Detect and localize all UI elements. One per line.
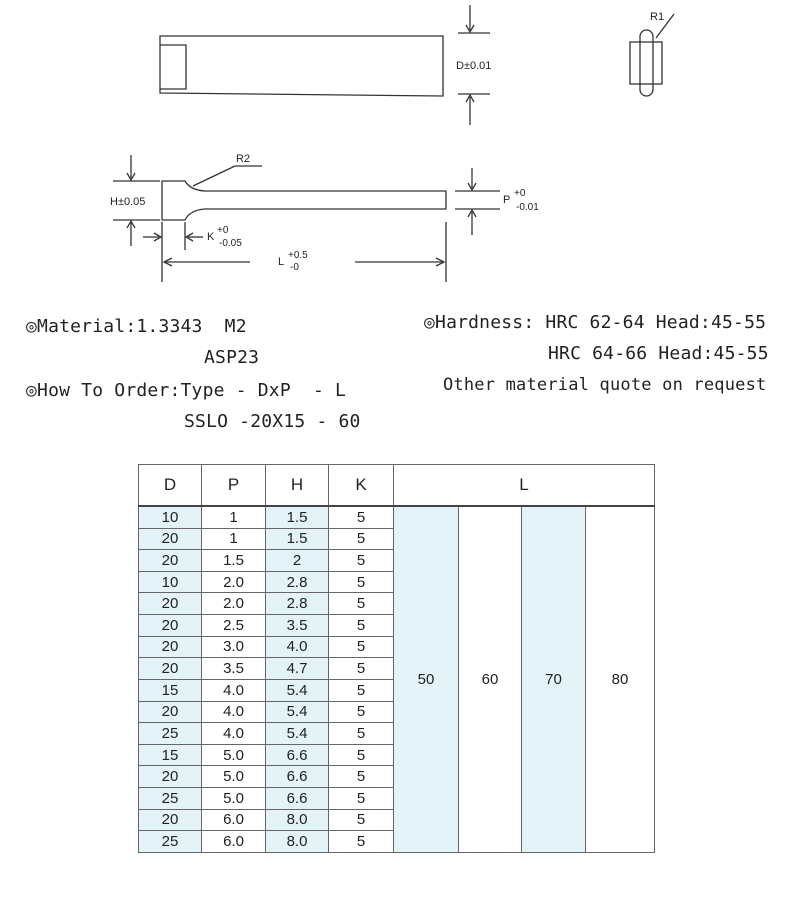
- cell-l-value: 50: [394, 506, 459, 853]
- cell-l-value: 70: [522, 506, 586, 853]
- cell-p: 3.5: [202, 658, 266, 680]
- side-view-outline: [162, 181, 446, 220]
- cell-h: 2.8: [266, 571, 329, 593]
- cell-d: 20: [139, 701, 202, 723]
- cell-p: 3.0: [202, 636, 266, 658]
- cell-h: 1.5: [266, 506, 329, 528]
- top-view-head: [160, 45, 186, 89]
- cell-h: 2: [266, 550, 329, 572]
- header-l: L: [394, 465, 655, 507]
- cell-p: 2.0: [202, 571, 266, 593]
- end-view-body: [630, 42, 662, 84]
- technical-drawing: [0, 0, 800, 300]
- cell-p: 4.0: [202, 723, 266, 745]
- cell-h: 6.6: [266, 787, 329, 809]
- l-tol-lower: -0: [290, 262, 299, 273]
- cell-d: 20: [139, 658, 202, 680]
- cell-p: 2.0: [202, 593, 266, 615]
- cell-d: 10: [139, 571, 202, 593]
- cell-l-value: 80: [586, 506, 655, 853]
- cell-k: 5: [329, 701, 394, 723]
- cell-h: 4.0: [266, 636, 329, 658]
- k-label: K: [207, 231, 215, 243]
- material-line-2: ASP23: [204, 347, 260, 368]
- cell-d: 20: [139, 809, 202, 831]
- cell-d: 10: [139, 506, 202, 528]
- cell-h: 6.6: [266, 766, 329, 788]
- cell-h: 8.0: [266, 809, 329, 831]
- header-k: K: [329, 465, 394, 507]
- cell-p: 5.0: [202, 766, 266, 788]
- how-to-order-line: ◎How To Order:Type - DxP - L: [26, 380, 347, 401]
- cell-d: 20: [139, 636, 202, 658]
- cell-p: 6.0: [202, 831, 266, 853]
- cell-k: 5: [329, 615, 394, 637]
- cell-d: 25: [139, 787, 202, 809]
- cell-p: 2.5: [202, 615, 266, 637]
- side-view: [113, 155, 500, 282]
- cell-h: 6.6: [266, 744, 329, 766]
- cell-k: 5: [329, 506, 394, 528]
- cell-h: 8.0: [266, 831, 329, 853]
- cell-k: 5: [329, 550, 394, 572]
- cell-p: 4.0: [202, 679, 266, 701]
- k-tol-upper: +0: [217, 225, 229, 236]
- cell-k: 5: [329, 679, 394, 701]
- cell-h: 5.4: [266, 679, 329, 701]
- dimension-table: [138, 464, 655, 853]
- cell-h: 4.7: [266, 658, 329, 680]
- l-label: L: [278, 256, 285, 268]
- p-tol-upper: +0: [514, 188, 526, 199]
- other-material-note: Other material quote on request: [443, 375, 767, 395]
- cell-p: 6.0: [202, 809, 266, 831]
- header-d: D: [139, 465, 202, 507]
- cell-p: 5.0: [202, 744, 266, 766]
- r2-label: R2: [236, 153, 251, 165]
- cell-k: 5: [329, 809, 394, 831]
- cell-d: 25: [139, 723, 202, 745]
- top-view-outline: [160, 36, 443, 96]
- r1-label: R1: [650, 11, 665, 23]
- cell-k: 5: [329, 636, 394, 658]
- cell-h: 3.5: [266, 615, 329, 637]
- p-label: P: [503, 194, 511, 206]
- k-tol-lower: -0.05: [219, 238, 242, 249]
- header-p: P: [202, 465, 266, 507]
- cell-d: 20: [139, 615, 202, 637]
- l-tol-upper: +0.5: [288, 250, 308, 261]
- cell-k: 5: [329, 744, 394, 766]
- d-tol-label: D±0.01: [456, 60, 492, 72]
- hardness-line-2: HRC 64-66 Head:45-55: [548, 343, 769, 364]
- cell-k: 5: [329, 528, 394, 550]
- material-line: ◎Material:1.3343 M2: [26, 316, 247, 337]
- cell-p: 4.0: [202, 701, 266, 723]
- cell-d: 20: [139, 766, 202, 788]
- cell-d: 20: [139, 550, 202, 572]
- top-view: [160, 5, 490, 125]
- end-view: [630, 14, 674, 96]
- cell-k: 5: [329, 787, 394, 809]
- cell-h: 5.4: [266, 701, 329, 723]
- r2-leader: [193, 166, 235, 186]
- cell-d: 25: [139, 831, 202, 853]
- cell-d: 20: [139, 528, 202, 550]
- cell-p: 1: [202, 528, 266, 550]
- cell-d: 15: [139, 679, 202, 701]
- table-header-row: [139, 465, 655, 507]
- header-h: H: [266, 465, 329, 507]
- cell-k: 5: [329, 766, 394, 788]
- p-tol-lower: -0.01: [516, 202, 539, 213]
- cell-k: 5: [329, 571, 394, 593]
- cell-d: 15: [139, 744, 202, 766]
- cell-h: 2.8: [266, 593, 329, 615]
- h-tol-label: H±0.05: [110, 196, 146, 208]
- cell-h: 1.5: [266, 528, 329, 550]
- cell-h: 5.4: [266, 723, 329, 745]
- end-view-rounded-tip: [640, 30, 653, 96]
- cell-p: 1: [202, 506, 266, 528]
- cell-k: 5: [329, 723, 394, 745]
- cell-k: 5: [329, 831, 394, 853]
- order-example-line: SSLO -20X15 - 60: [184, 411, 361, 432]
- cell-p: 1.5: [202, 550, 266, 572]
- cell-l-value: 60: [459, 506, 522, 853]
- cell-p: 5.0: [202, 787, 266, 809]
- cell-k: 5: [329, 593, 394, 615]
- cell-d: 20: [139, 593, 202, 615]
- cell-k: 5: [329, 658, 394, 680]
- table-row: [139, 506, 655, 528]
- hardness-line: ◎Hardness: HRC 62-64 Head:45-55: [424, 312, 767, 333]
